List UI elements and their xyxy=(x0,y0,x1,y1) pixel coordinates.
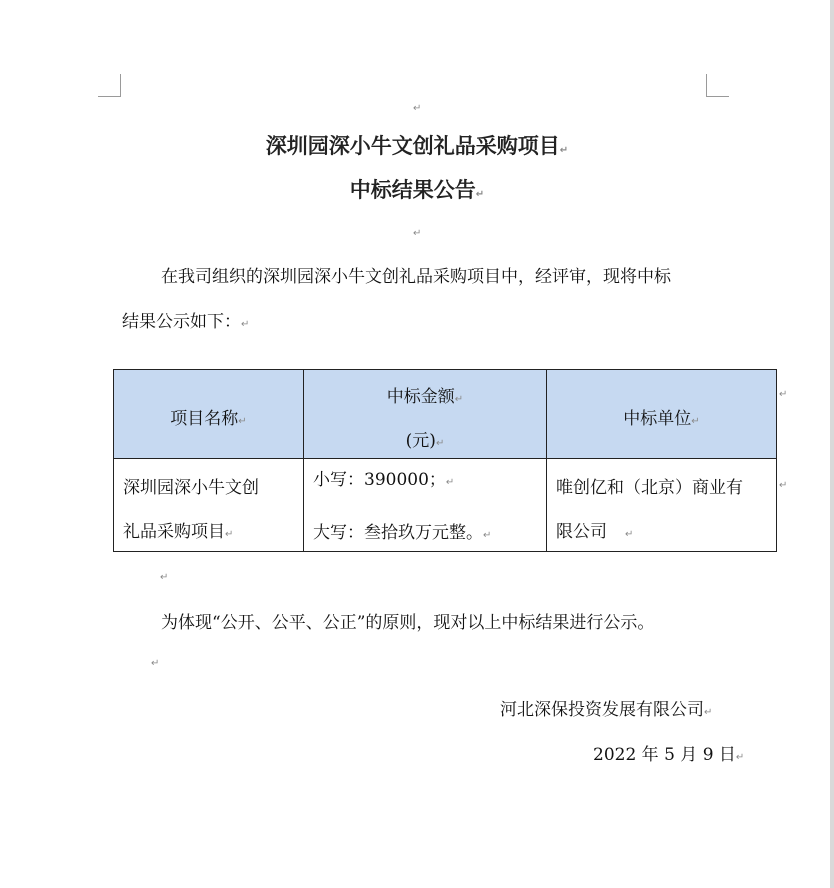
paragraph-mark: ↵ xyxy=(413,103,422,114)
margin-corner-mark-left xyxy=(98,74,121,97)
document-title xyxy=(0,130,834,160)
margin-corner-mark-right xyxy=(706,74,729,97)
paragraph-mark: ↵ xyxy=(779,389,788,400)
paragraph-mark: ↵ xyxy=(151,658,160,669)
title-line-2: 中标结果公告 xyxy=(349,178,476,202)
paragraph-mark: ↵ xyxy=(160,572,169,583)
paragraph-mark: ↵ xyxy=(779,480,788,491)
cell-winning-company: 唯创亿和（北京）商业有 限公司 ↵ xyxy=(547,459,777,552)
cell-project-name: 深圳园深小牛文创 礼品采购项目↵ xyxy=(114,459,304,552)
paragraph-mark: ↵ xyxy=(413,228,422,239)
closing-statement: 为体现“公开、公平、公正”的原则，现对以上中标结果进行公示。 xyxy=(161,613,655,633)
table-row xyxy=(114,459,777,552)
title-line-1: 深圳园深小牛文创礼品采购项目 xyxy=(265,134,560,158)
paragraph-mark: ↵ xyxy=(559,145,569,156)
intro-line-1: 在我司组织的深圳园深小牛文创礼品采购项目中，经评审，现将中标 xyxy=(161,267,671,287)
award-table xyxy=(113,369,777,552)
header-winning-company: 中标单位↵ xyxy=(547,370,777,459)
table-header-row xyxy=(114,370,777,459)
paragraph-mark: ↵ xyxy=(241,319,250,330)
paragraph-mark: ↵ xyxy=(475,189,485,200)
intro-line-2: 结果公示如下：↵ xyxy=(122,312,250,332)
header-award-amount: 中标金额↵ (元)↵ xyxy=(304,370,547,459)
cell-award-amount: 小写：390000；↵ 大写：叁拾玖万元整。↵ xyxy=(304,459,547,552)
signature-company: 河北深保投资发展有限公司↵ xyxy=(500,700,713,720)
signature-date: 2022 年 5 月 9 日↵ xyxy=(593,745,745,765)
document-subtitle xyxy=(0,174,834,204)
header-project-name: 项目名称↵ xyxy=(114,370,304,459)
